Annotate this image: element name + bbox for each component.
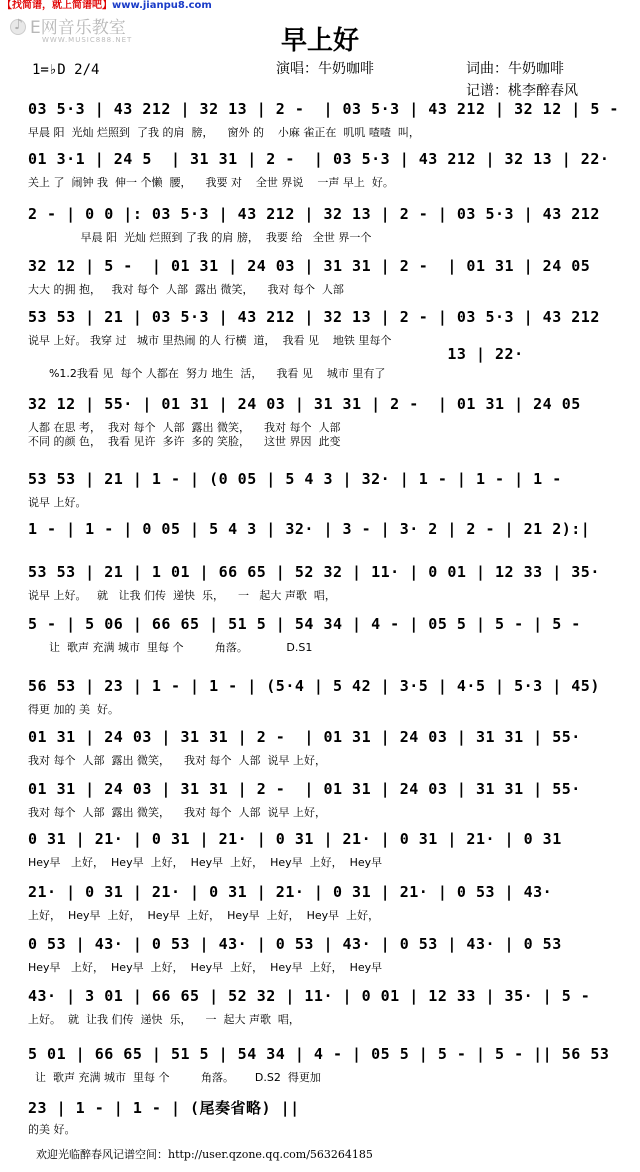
lyrics-row: 说早 上好。 就 让我 们传 递快 乐， 一 起大 声歌 唱，: [28, 589, 336, 602]
top-link-url[interactable]: www.jianpu8.com: [112, 0, 212, 11]
lyrics-row: 我对 每个 人部 露出 微笑， 我对 每个 人部 说早 上好，: [28, 754, 326, 767]
notes-row: 0 31 | 21· | 0 31 | 21· | 0 31 | 21· | 0 31 | 21· | 0 31: [28, 830, 562, 848]
notes-row: 1 - | 1 - | 0 05 | 5 4 3 | 32· | 3 - | 3· 2 | 2 - | 21 2):|: [28, 520, 591, 538]
notes-row: 21· | 0 31 | 21· | 0 31 | 21· | 0 31 | 21· | 0 53 | 43·: [28, 883, 553, 901]
lyrics-row: 说早 上好。 我穿 过 城市 里热闹 的人 行横 道， 我看 见 地铁 里每个: [28, 334, 392, 347]
notes-row: 01 31 | 24 03 | 31 31 | 2 - | 01 31 | 24 03 | 31 31 | 55·: [28, 728, 581, 746]
notes-row: 13 | 22·: [28, 345, 524, 363]
notes-row: 5 - | 5 06 | 66 65 | 51 5 | 54 34 | 4 - | 05 5 | 5 - | 5 -: [28, 615, 581, 633]
lyrics-row: 上好。 就 让我 们传 递快 乐， 一 起大 声歌 唱，: [28, 1013, 300, 1026]
footer-link[interactable]: 欢迎光临醉春风记谱空间：http://user.qzone.qq.com/563264185: [36, 1148, 373, 1161]
notes-row: 2 - | 0 0 |: 03 5·3 | 43 212 | 32 13 | 2 - | 03 5·3 | 43 212: [28, 205, 600, 223]
notes-row: 43· | 3 01 | 66 65 | 52 32 | 11· | 0 01 | 12 33 | 35· | 5 -: [28, 987, 591, 1005]
notes-row: 32 12 | 5 - | 01 31 | 24 03 | 31 31 | 2 - | 01 31 | 24 05: [28, 257, 591, 275]
lyrics-row: 不同 的颜 色， 我看 见许 多许 多的 笑脸， 这世 界因 此变: [28, 435, 341, 448]
notes-row: 53 53 | 21 | 1 01 | 66 65 | 52 32 | 11· | 0 01 | 12 33 | 35·: [28, 563, 600, 581]
lyricist: 词曲：牛奶咖啡: [466, 61, 564, 77]
notes-row: 32 12 | 55· | 01 31 | 24 03 | 31 31 | 2 - | 01 31 | 24 05: [28, 395, 581, 413]
lyrics-row: 关上 了 闹钟 我 伸一 个懒 腰， 我要 对 全世 界说 一声 早上 好。: [28, 176, 394, 189]
notes-row: 01 31 | 24 03 | 31 31 | 2 - | 01 31 | 24 03 | 31 31 | 55·: [28, 780, 581, 798]
lyrics-row: 早晨 阳 光灿 烂照到 了我 的肩 膀， 我要 给 全世 界一个: [28, 231, 372, 244]
lyrics-row: 人都 在思 考， 我对 每个 人部 露出 微笑， 我对 每个 人部: [28, 421, 341, 434]
lyrics-row: %1.2我看 见 每个 人都在 努力 地生 活， 我看 见 城市 里有了: [28, 367, 386, 380]
notes-row: 56 53 | 23 | 1 - | 1 - | (5·4 | 5 42 | 3·5 | 4·5 | 5·3 | 45): [28, 677, 600, 695]
notes-row: 03 5·3 | 43 212 | 32 13 | 2 - | 03 5·3 | 43 212 | 32 12 | 5 -: [28, 100, 619, 118]
top-link-text[interactable]: 【找简谱，就上简谱吧】: [2, 0, 112, 11]
lyrics-row: 早晨 阳 光灿 烂照到 了我 的肩 膀， 窗外 的 小麻 雀正在 叽叽 喳喳 叫，: [28, 126, 420, 139]
top-link[interactable]: [2, 0, 212, 12]
notes-row: 0 53 | 43· | 0 53 | 43· | 0 53 | 43· | 0 53 | 43· | 0 53: [28, 935, 562, 953]
logo-text: E网音乐教室: [30, 18, 126, 38]
lyrics-row: Hey早 上好， Hey早 上好， Hey早 上好， Hey早 上好， Hey早: [28, 856, 383, 869]
notes-row: 01 3·1 | 24 5 | 31 31 | 2 - | 03 5·3 | 43 212 | 32 13 | 22·: [28, 150, 610, 168]
lyrics-row: Hey早 上好， Hey早 上好， Hey早 上好， Hey早 上好， Hey早: [28, 961, 383, 974]
singer: 演唱：牛奶咖啡: [276, 61, 374, 77]
lyrics-row: 大大 的拥 抱， 我对 每个 人部 露出 微笑， 我对 每个 人部: [28, 283, 344, 296]
lyrics-row: 让 歌声 充满 城市 里每 个 角落。 D.S1: [28, 641, 313, 654]
logo-url: WWW.MUSIC888.NET: [42, 36, 133, 44]
lyrics-row: 的美 好。: [28, 1123, 76, 1136]
lyrics-row: 让 歌声 充满 城市 里每 个 角落。 D.S2 得更加: [28, 1071, 321, 1084]
lyrics-row: 上好， Hey早 上好， Hey早 上好， Hey早 上好， Hey早 上好，: [28, 909, 380, 922]
song-title: 早上好: [280, 26, 359, 56]
lyrics-row: 说早 上好。: [28, 496, 87, 509]
notes-row: 23 | 1 - | 1 - | (尾奏省略) ||: [28, 1099, 300, 1117]
lyrics-row: 得更 加的 美 好。: [28, 703, 119, 716]
notes-row: 53 53 | 21 | 1 - | (0 05 | 5 4 3 | 32· | 1 - | 1 - | 1 -: [28, 470, 562, 488]
arranger: 记谱：桃李醉春风: [466, 83, 578, 99]
notes-row: 53 53 | 21 | 03 5·3 | 43 212 | 32 13 | 2 - | 03 5·3 | 43 212: [28, 308, 600, 326]
notes-row: 5 01 | 66 65 | 51 5 | 54 34 | 4 - | 05 5 | 5 - | 5 - || 56 53: [28, 1045, 610, 1063]
key-signature: 1=♭D 2/4: [32, 62, 100, 78]
lyrics-row: 我对 每个 人部 露出 微笑， 我对 每个 人部 说早 上好，: [28, 806, 326, 819]
